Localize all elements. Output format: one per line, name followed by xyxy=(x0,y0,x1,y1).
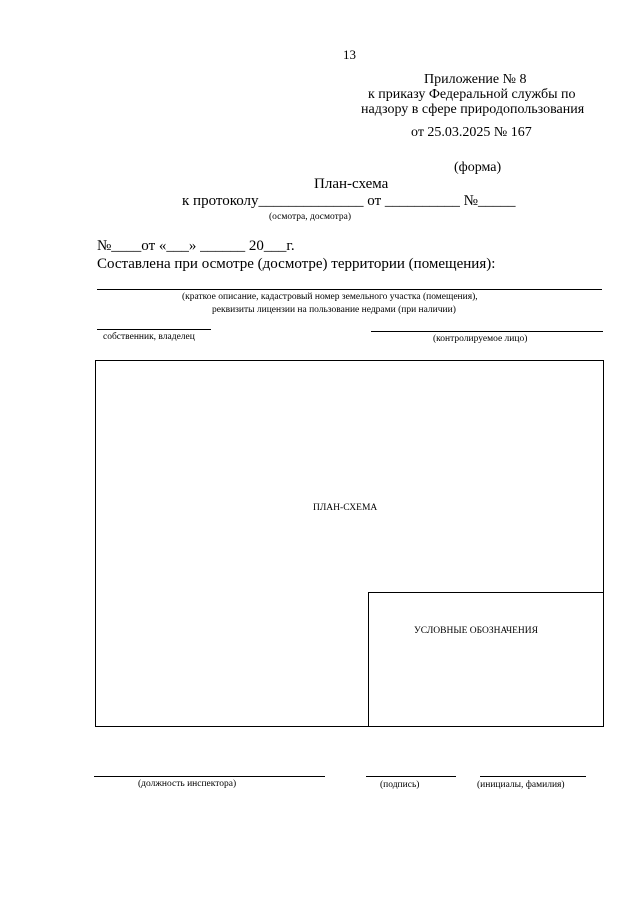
controlled-hint: (контролируемое лицо) xyxy=(433,334,528,344)
position-hint: (должность инспектора) xyxy=(138,779,237,789)
number-date-line: №____от «___» ______ 20___г. xyxy=(97,238,295,254)
controlled-underline xyxy=(371,331,603,332)
signature-underline xyxy=(366,776,456,777)
description-hint-line1: (краткое описание, кадастровый номер земельного участка (помещения), xyxy=(182,292,478,302)
description-hint-line2: реквизиты лицензии на пользование недрами (при наличии) xyxy=(212,305,456,315)
position-underline xyxy=(94,776,325,777)
document-title: План-схема xyxy=(314,176,389,192)
initials-hint: (инициалы, фамилия) xyxy=(477,780,565,790)
signature-hint: (подпись) xyxy=(380,780,420,790)
form-label: (форма) xyxy=(454,160,502,175)
legend-box xyxy=(368,592,604,727)
legend-box-label: УСЛОВНЫЕ ОБОЗНАЧЕНИЯ xyxy=(414,626,538,636)
appendix-order-line2: надзору в сфере природопользования xyxy=(361,102,585,117)
initials-underline xyxy=(480,776,586,777)
owner-underline xyxy=(97,329,211,330)
appendix-title: Приложение № 8 xyxy=(424,72,527,87)
appendix-order-line1: к приказу Федеральной службы по xyxy=(368,87,576,102)
page-number: 13 xyxy=(343,47,356,62)
appendix-date-number: от 25.03.2025 № 167 xyxy=(411,125,532,140)
protocol-line: к протоколу______________ от __________ №_____ xyxy=(182,193,516,209)
plan-box-label: ПЛАН-СХЕМА xyxy=(313,503,378,513)
description-underline xyxy=(97,289,602,290)
owner-hint: собственник, владелец xyxy=(103,332,195,342)
composed-line: Составлена при осмотре (досмотре) территории (помещения): xyxy=(97,256,496,272)
protocol-hint: (осмотра, досмотра) xyxy=(269,212,352,222)
plan-box xyxy=(95,360,604,727)
